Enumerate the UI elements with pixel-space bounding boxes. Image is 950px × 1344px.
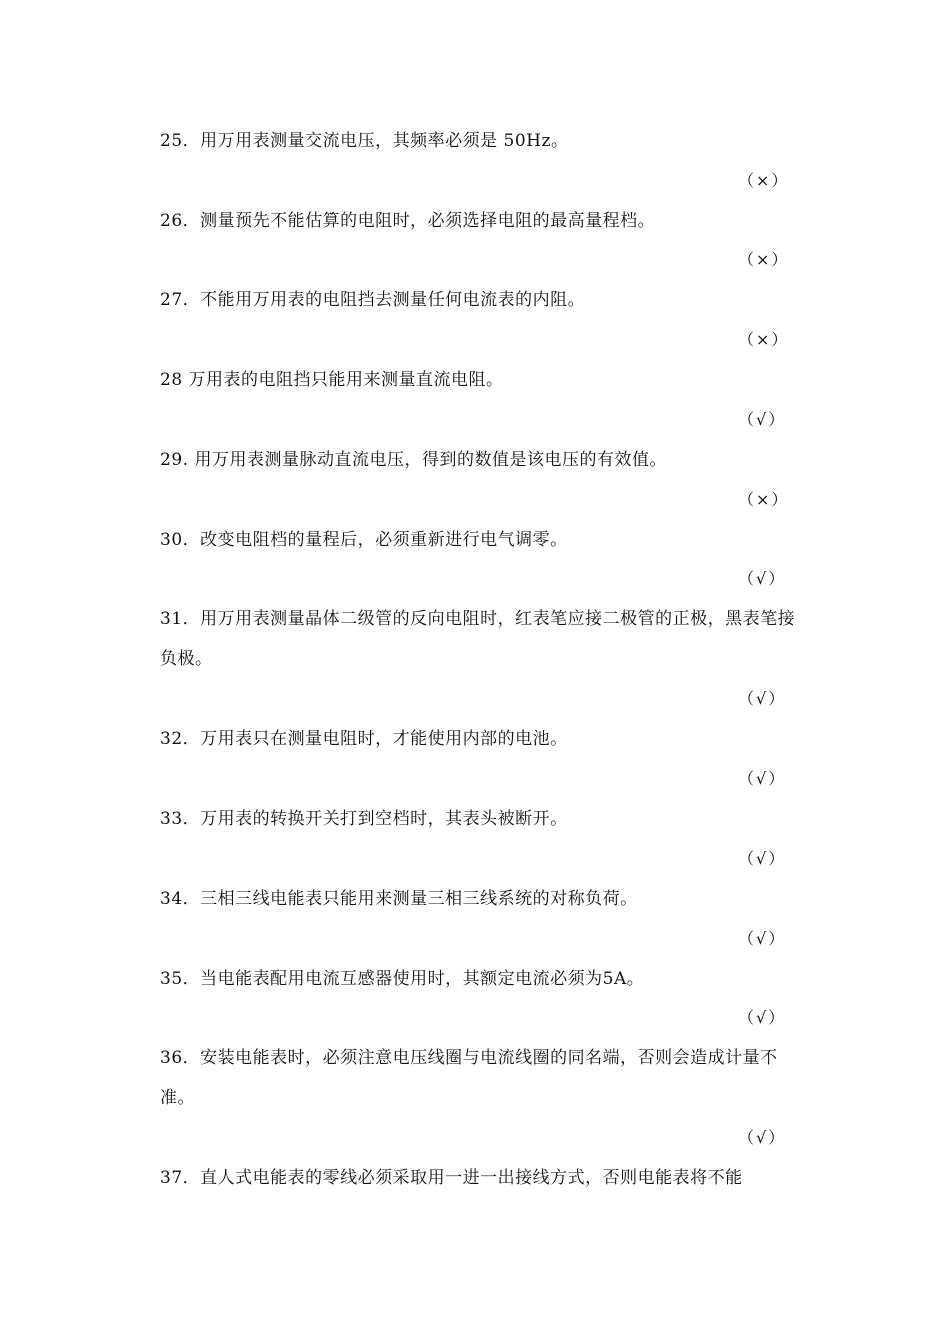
answer-26: （×） xyxy=(738,250,790,269)
answer-31: （√） xyxy=(738,689,787,708)
question-31: 31．用万用表测量晶体二级管的反向电阻时，红表笔应接二极管的正极，黑表笔接负极。 xyxy=(160,609,796,669)
question-27: 27．不能用万用表的电阻挡去测量任何电流表的内阻。 xyxy=(160,290,586,310)
answer-27: （×） xyxy=(738,330,790,349)
answer-30: （√） xyxy=(738,569,787,588)
question-32: 32．万用表只在测量电阻时，才能使用内部的电池。 xyxy=(160,729,568,749)
question-33: 33．万用表的转换开关打到空档时，其表头被断开。 xyxy=(160,809,568,829)
answer-34: （√） xyxy=(738,929,787,948)
question-30: 30．改变电阻档的量程后，必须重新进行电气调零。 xyxy=(160,530,568,550)
question-34: 34．三相三线电能表只能用来测量三相三线系统的对称负荷。 xyxy=(160,889,638,909)
answer-35: （√） xyxy=(738,1008,787,1027)
answer-32: （√） xyxy=(738,769,787,788)
answer-28: （√） xyxy=(738,410,787,429)
question-36: 36．安装电能表时，必须注意电压线圈与电流线圈的同名端，否则会造成计量不准。 xyxy=(160,1048,778,1108)
question-35: 35．当电能表配用电流互感器使用时，其额定电流必须为5A。 xyxy=(160,969,645,989)
question-26: 26．测量预先不能估算的电阻时，必须选择电阻的最高量程档。 xyxy=(160,211,656,231)
question-28: 28 万用表的电阻挡只能用来测量直流电阻。 xyxy=(160,370,504,390)
question-37: 37．直人式电能表的零线必须采取用一进一出接线方式，否则电能表将不能 xyxy=(160,1168,743,1188)
answer-33: （√） xyxy=(738,849,787,868)
answer-36: （√） xyxy=(738,1128,787,1147)
question-25: 25．用万用表测量交流电压，其频率必须是 50Hz。 xyxy=(160,131,569,151)
question-29: 29. 用万用表测量脉动直流电压，得到的数值是该电压的有效值。 xyxy=(160,450,667,470)
answer-29: （×） xyxy=(738,490,790,509)
answer-25: （×） xyxy=(738,171,790,190)
